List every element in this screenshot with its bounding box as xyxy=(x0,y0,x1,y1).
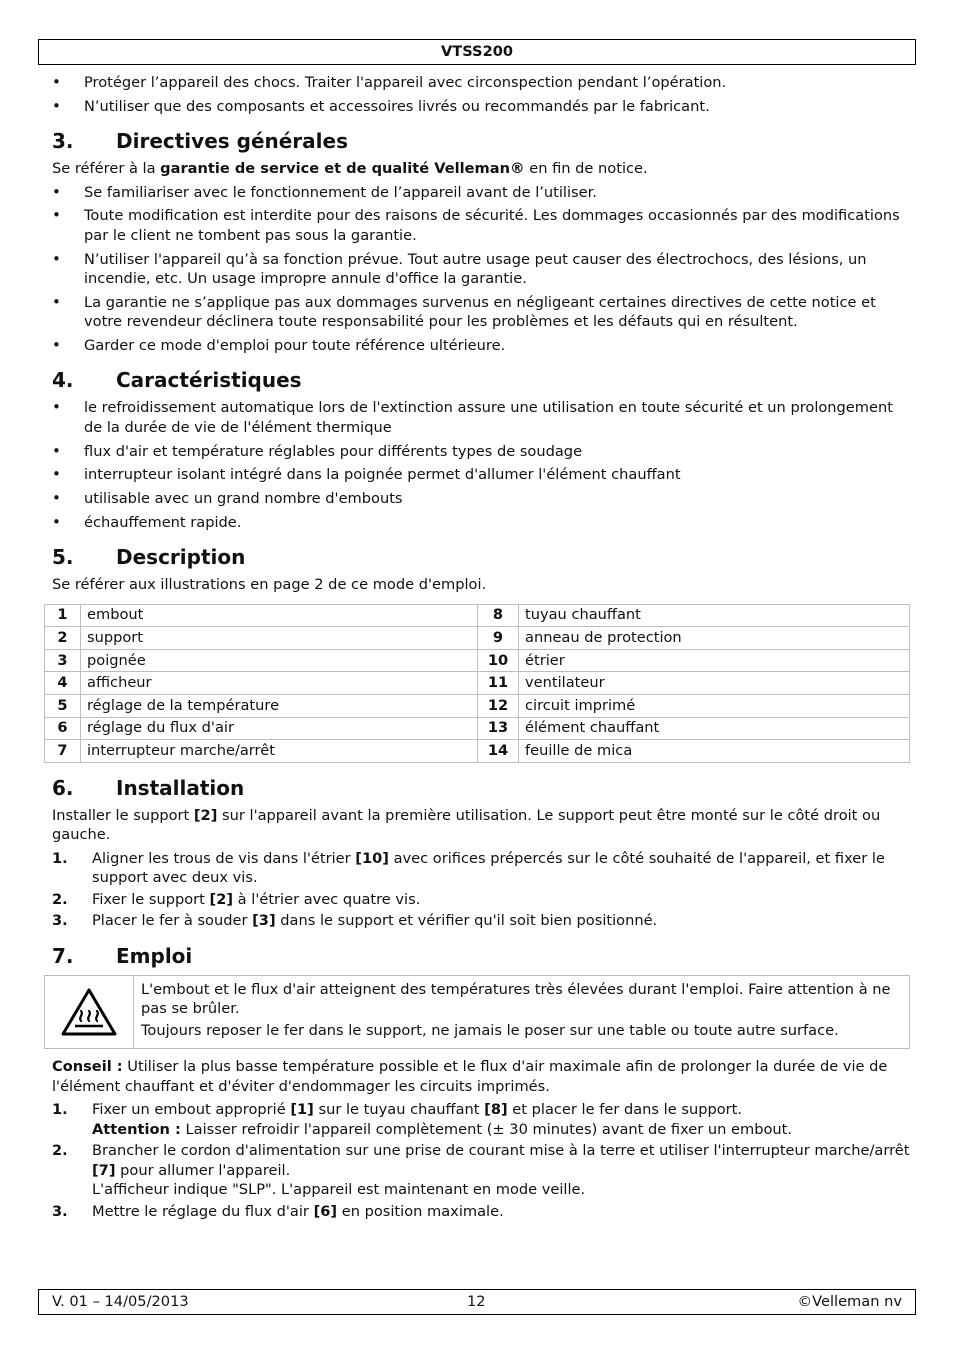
tip-text: Utiliser la plus basse température possible et le flux d'air maximale afin de prolonger la durée de vie de l'élément chauffant et d'éviter d'endommager les circuits imprimés. xyxy=(52,1058,888,1095)
part-reference: [2] xyxy=(193,806,218,824)
section-heading-directives xyxy=(52,128,910,154)
warning-text xyxy=(134,976,909,1049)
step-item xyxy=(52,1100,910,1139)
table-row xyxy=(45,604,910,627)
part-reference: [8] xyxy=(484,1101,508,1119)
part-name: embout xyxy=(81,604,478,627)
step-text: avec orifices prépercés sur le côté souhaité de l'appareil, et fixer le support avec deux vis. xyxy=(92,849,885,887)
usage-steps xyxy=(52,1100,910,1221)
page-content xyxy=(52,73,910,1223)
part-name: tuyau chauffant xyxy=(519,604,910,627)
section-heading-features xyxy=(52,367,910,393)
part-name: poignée xyxy=(81,649,478,672)
warning-icon-cell xyxy=(45,976,134,1049)
part-number: 7 xyxy=(45,740,81,763)
step-text: en position maximale. xyxy=(337,1202,504,1220)
list-item: • Garder ce mode d'emploi pour toute référence ultérieure. xyxy=(52,336,910,356)
part-name: réglage de la température xyxy=(81,695,478,718)
part-number: 11 xyxy=(478,672,519,695)
intro-text: en fin de notice. xyxy=(524,160,648,178)
step-text: Fixer le support xyxy=(92,890,210,908)
step-number: 1. xyxy=(52,849,68,867)
intro-text: Se référer à la xyxy=(52,160,161,178)
part-reference: [6] xyxy=(313,1202,338,1220)
step-text: Placer le fer à souder xyxy=(92,912,253,930)
warning-paragraph: L'embout et le flux d'air atteignent des températures très élevées durant l'emploi. Faire attention à ne pas se brûler. xyxy=(141,980,891,1018)
list-item: • N’utiliser l'appareil qu’à sa fonction prévue. Tout autre usage peut causer des électrochocs, des lésions, un incendie, etc. Un usage impropre annule d'office la garantie. xyxy=(52,250,910,289)
step-text: L'afficheur indique "SLP". L'appareil est maintenant en mode veille. xyxy=(92,1181,586,1199)
part-name: circuit imprimé xyxy=(519,695,910,718)
section-intro: Se référer aux illustrations en page 2 de ce mode d'emploi. xyxy=(52,576,487,594)
step-item xyxy=(52,849,910,888)
list-item: • Protéger l’appareil des chocs. Traiter l'appareil avec circonspection pendant l’opération. xyxy=(52,73,910,93)
step-text: pour allumer l'appareil. xyxy=(115,1161,291,1179)
section-number: 3. xyxy=(52,129,74,154)
list-item: • Toute modification est interdite pour des raisons de sécurité. Les dommages occasionnés par des modifications par le client ne tombent pas sous la garantie. xyxy=(52,206,910,245)
list-item: • interrupteur isolant intégré dans la poignée permet d'allumer l'élément chauffant xyxy=(52,465,910,485)
section-intro xyxy=(52,806,910,845)
part-reference: [2] xyxy=(209,890,234,908)
step-text: Aligner les trous de vis dans l'étrier xyxy=(92,849,356,867)
header-title: VTSS200 xyxy=(440,43,514,60)
part-number: 5 xyxy=(45,695,81,718)
list-item: • Se familiariser avec le fonctionnement de l’appareil avant de l’utiliser. xyxy=(52,183,910,203)
part-number: 12 xyxy=(478,695,519,718)
warning-paragraph: Toujours reposer le fer dans le support, ne jamais le poser sur une table ou toute autre surface. xyxy=(141,1021,839,1039)
table-row xyxy=(45,672,910,695)
intro-text: sur l'appareil avant la première utilisation. Le support peut être monté sur le côté droit ou gauche. xyxy=(52,806,881,844)
installation-steps xyxy=(52,849,910,931)
attention-label: Attention : xyxy=(92,1120,181,1138)
part-name: interrupteur marche/arrêt xyxy=(81,740,478,763)
section-number: 6. xyxy=(52,775,74,800)
part-name: réglage du flux d'air xyxy=(81,717,478,740)
section-heading-installation xyxy=(52,775,910,801)
step-item xyxy=(52,890,910,910)
step-text: Fixer un embout approprié xyxy=(92,1101,291,1119)
list-item: • utilisable avec un grand nombre d'embouts xyxy=(52,489,910,509)
table-row xyxy=(45,695,910,718)
table-row xyxy=(45,740,910,763)
warning-box xyxy=(44,975,910,1050)
section-number: 7. xyxy=(52,943,74,968)
intro-text: Installer le support xyxy=(52,806,194,824)
section-title: Caractéristiques xyxy=(116,368,302,393)
part-reference: [10] xyxy=(355,849,389,867)
part-number: 2 xyxy=(45,627,81,650)
step-number: 3. xyxy=(52,1202,68,1220)
footer-version: V. 01 – 14/05/2013 xyxy=(52,1293,189,1310)
section-number: 4. xyxy=(52,368,74,393)
step-text: sur le tuyau chauffant xyxy=(313,1101,485,1119)
part-name: anneau de protection xyxy=(519,627,910,650)
part-number: 14 xyxy=(478,740,519,763)
footer-copyright: ©Velleman nv xyxy=(797,1293,902,1310)
step-item xyxy=(52,1141,910,1200)
part-number: 13 xyxy=(478,717,519,740)
part-number: 8 xyxy=(478,604,519,627)
features-bullet-list xyxy=(52,398,910,532)
footer-page-number: 12 xyxy=(467,1293,486,1310)
list-item: • échauffement rapide. xyxy=(52,513,910,533)
step-text: dans le support et vérifier qu'il soit bien positionné. xyxy=(275,912,658,930)
part-number: 3 xyxy=(45,649,81,672)
table-row xyxy=(45,627,910,650)
step-text: à l'étrier avec quatre vis. xyxy=(233,890,421,908)
step-number: 1. xyxy=(52,1101,68,1119)
section-intro xyxy=(52,159,910,179)
part-number: 9 xyxy=(478,627,519,650)
part-number: 10 xyxy=(478,649,519,672)
step-item xyxy=(52,1202,910,1222)
part-number: 4 xyxy=(45,672,81,695)
part-name: ventilateur xyxy=(519,672,910,695)
part-name: feuille de mica xyxy=(519,740,910,763)
hot-surface-warning-icon xyxy=(60,987,118,1037)
table-row xyxy=(45,649,910,672)
step-number: 2. xyxy=(52,1142,68,1160)
part-reference: [7] xyxy=(92,1161,116,1179)
attention-text: Laisser refroidir l'appareil complètement (± 30 minutes) avant de fixer un embout. xyxy=(180,1120,793,1138)
section-title: Installation xyxy=(116,775,245,800)
step-item xyxy=(52,911,910,931)
list-item: • N’utiliser que des composants et accessoires livrés ou recommandés par le fabricant. xyxy=(52,97,910,117)
step-number: 3. xyxy=(52,912,68,930)
directives-bullet-list xyxy=(52,183,910,356)
part-name: élément chauffant xyxy=(519,717,910,740)
warranty-reference: garantie de service et de qualité Velleman® xyxy=(160,160,525,178)
part-name: afficheur xyxy=(81,672,478,695)
section-title: Description xyxy=(116,545,246,570)
section-title: Emploi xyxy=(116,943,193,968)
part-name: étrier xyxy=(519,649,910,672)
page-footer xyxy=(38,1289,916,1315)
section-title: Directives générales xyxy=(116,129,348,154)
list-item: • le refroidissement automatique lors de l'extinction assure une utilisation en toute sécurité et un prolongement de la durée de vie de l'élément thermique xyxy=(52,398,910,437)
section-heading-description xyxy=(52,544,910,570)
part-number: 6 xyxy=(45,717,81,740)
part-reference: [3] xyxy=(252,912,276,930)
section-number: 5. xyxy=(52,545,74,570)
step-text: Mettre le réglage du flux d'air xyxy=(92,1202,314,1220)
section-heading-usage xyxy=(52,943,910,969)
table-row xyxy=(45,717,910,740)
parts-table xyxy=(44,604,910,763)
part-number: 1 xyxy=(45,604,81,627)
step-text: Brancher le cordon d'alimentation sur une prise de courant mise à la terre et utiliser l'interrupteur marche/arrêt xyxy=(92,1142,910,1160)
page-header xyxy=(38,39,916,65)
part-name: support xyxy=(81,627,478,650)
intro-bullet-list xyxy=(52,73,910,116)
step-number: 2. xyxy=(52,890,68,908)
tip-label: Conseil : xyxy=(52,1058,123,1076)
step-text: et placer le fer dans le support. xyxy=(507,1101,743,1119)
part-reference: [1] xyxy=(290,1101,314,1119)
tip-paragraph xyxy=(52,1057,910,1096)
list-item: • La garantie ne s’applique pas aux dommages survenus en négligeant certaines directives de cette notice et votre revendeur déclinera toute responsabilité pour les problèmes et les défauts qui en résultent. xyxy=(52,293,910,332)
list-item: • flux d'air et température réglables pour différents types de soudage xyxy=(52,442,910,462)
